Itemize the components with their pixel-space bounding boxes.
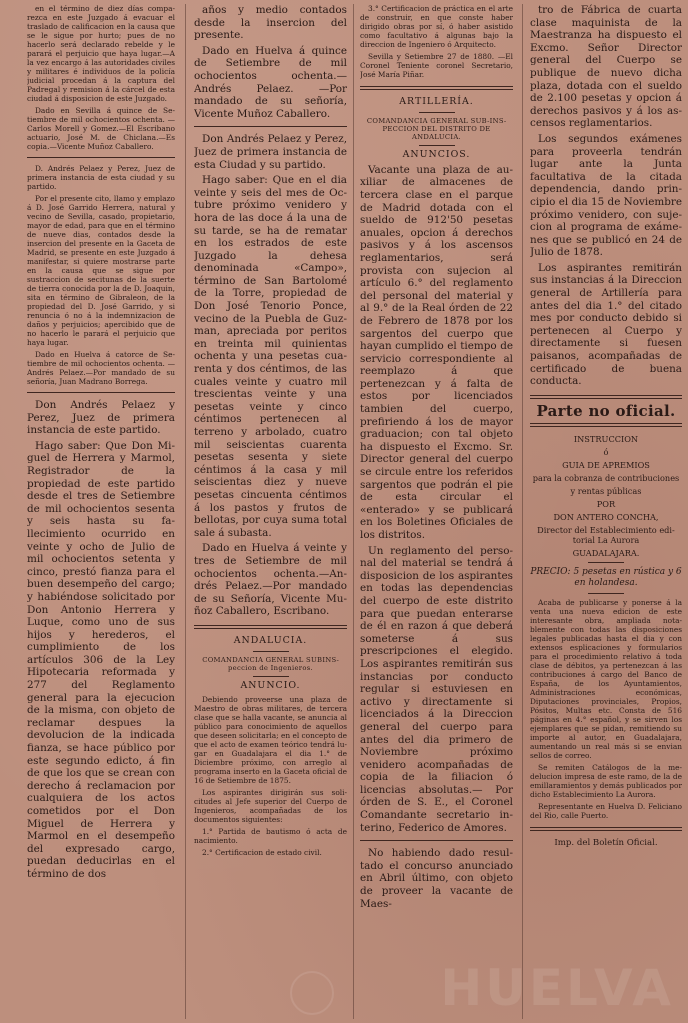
divider <box>588 562 624 563</box>
column-3 <box>360 4 513 1017</box>
notice-item: 3.° Certificacion de práctica en el arte de construir, en que conste haber dirigido obras por sí, ó haber asistido como facultativo á algunas bajo la direccion de Ingeniero ó Arquitecto. <box>360 4 513 49</box>
column-divider <box>185 4 186 1019</box>
notice-signature: Dado en Huelva á quince de Setiembre de mil ochocientos ochenta.—Andrés Pelaez. —Por mandado de su señoría, Vicente Muñoz Caballero. <box>194 44 347 120</box>
divider <box>530 395 682 399</box>
notice-signature: Dado en Huelva á catorce de Setiembre de mil ochocientos ochenta. —Andrés Pelaez.—Por mandado de su señoría, Juan Madrano Borrega. <box>27 350 175 386</box>
notice-signature: Dado en Sevilla á quince de Setiembre de mil ochocientos ochenta. —Carlos Morell y Gomez.—El Escribano actuario, José M. de Chiclana.—Es copia.—Vicente Muñoz Caballero. <box>27 106 175 151</box>
column-1 <box>27 4 175 1017</box>
divider <box>530 827 682 831</box>
book-price: PRECIO: 5 pesetas en rústica y 6 en holandesa. <box>530 567 682 589</box>
section-title: ANDALUCIA. <box>233 634 308 646</box>
notice-heading: Don Andrés Pelaez y Perez, Juez de primera instancia de este partido. <box>27 399 175 437</box>
notice-text: Los segundos exámenes para proveerla tendrán lugar ante la Junta facultativa de la citada dependencia, dando principio el dia 15 de Noviembre próximo venidero, con sujecion al programa de exámenes que se publicó en 24 de Julio de 1878. <box>530 132 682 259</box>
notice-text: años y medio contados desde la insercion del presente. <box>194 4 347 42</box>
imprint: Imp. del Boletín Oficial. <box>554 838 658 849</box>
divider <box>360 86 513 90</box>
divider <box>253 676 289 677</box>
notice-signature: Sevilla y Setiembre 27 de 1880. —El Coronel Teniente coronel Secretario, José María Piñar. <box>360 52 513 79</box>
notice-text: Representante en Huelva D. Feliciano del Rio, calle Puerto. <box>530 802 682 821</box>
divider <box>419 112 455 113</box>
divider <box>588 593 624 594</box>
divider <box>530 423 682 427</box>
book-subtitle: para la cobranza de contribuciones <box>532 473 680 484</box>
notice-text: No habiendo dado resultado el concurso anunciado en Abril último, con objeto de proveer la vacante de Maes- <box>360 847 513 910</box>
notice-text: Los aspirantes remitirán sus instancias á la Direccion general de Artillería para antes del dia 1.° del citado mes por conducto debido si pertenecen al Cuerpo y directamente si fuesen paisanos, acompañadas de certificado de buena conducta. <box>530 261 682 388</box>
book-subtitle: y rentas públicas <box>570 486 642 497</box>
book-title: INSTRUCCION <box>573 434 639 445</box>
notice-text: Debiendo proveerse una plaza de Maestro de obras militares, de tercera clase que se halla vacante, se anuncia al público para conocimiento de aquellos que deseen solicitarla; en el concepto de que el acto de examen teórico tendrá lugar en Guadalajara el dia 1.° de Diciembre próximo, con arreglo al programa inserto en la Gaceta oficial de 16 de Setiembre de 1875. <box>194 694 347 785</box>
section-title: Parte no oficial. <box>536 401 676 420</box>
notice-text: Acaba de publicarse y ponerse á la venta una nueva edicion de este interesante obra, ampliada notablemente con todas las disposiciones legales publicadas hasta el dia y con extensos esplicaciones y formularios para el procedimiento relativo á toda clase de débitos, ya pertenezcan á las contribuciones á cargo del Banco de España, de los Ayuntamientos, Administraciones económicas, Diputaciones provinciales, Propios, Pósitos, Multas etc. Consta de 516 páginas en 4.° español, y se sirven los ejemplares que se pidan, remitiendo su importe al autor, en Guadalajara, aumentando un real más si se envian sellos de correo. <box>530 598 682 761</box>
divider <box>27 157 175 158</box>
watermark-seal-icon <box>290 971 334 1015</box>
book-author-label: POR <box>596 499 616 510</box>
notice-text: Se remiten Catálogos de la medelucion impresa de este ramo, de la de emillaramientos y demás publicados por dicho Establecimiento La Aurora. <box>530 763 682 800</box>
notice-heading: D. Andrés Pelaez y Perez, Juez de primera instancia de esta ciudad y su partido. <box>27 164 175 191</box>
notice-text: Hago saber: Que en el dia veinte y seis del mes de Octubre próximo venidero y hora de las doce á la una de su tarde, se ha de rematar en los estrados de este Juzgado la dehesa denominada «Campo», término de San Bartolomé de la Torre, propiedad de Don José Tenorio Ponce, vecino de la Puebla de Guzman, apreciada por peritos en treinta mil quinientas ochenta y una pesetas cuarenta y dos céntimos, de las cuales veinte y cuatro mil trescientas veinte y una pesetas veinte y cinco céntimos pertenecen al terreno y arbolado, cuatro mil seiscientas cuarenta pesetas sesenta y siete céntimos á la casa y mil seiscientas diez y nueve pesetas cincuenta céntimos á los pastos y frutos de bellotas, por cuya suma total sale á subasta. <box>194 174 347 539</box>
book-city: GUADALAJARA. <box>572 548 640 559</box>
divider <box>27 392 175 393</box>
divider <box>360 840 513 841</box>
divider <box>194 126 347 127</box>
notice-item: 1.° Partida de bautismo ó acta de nacimiento. <box>194 826 347 845</box>
book-author: DON ANTERO CONCHA, <box>553 512 659 523</box>
divider <box>194 625 347 629</box>
notice-text: en el término de diez días comparezca en este Juzgado á evacuar el traslado de calificacion en la causa que se le sigue por hurto; pues de no hacerlo será declarado rebelde y le parará el perjuicio que haya lugar.—A la vez encargo á las autoridades civiles y militares é individuos de la policía judicial procedan á la captura del Padregal y remision á la cárcel de esta ciudad á disposicion de este Juzgado. <box>27 4 175 103</box>
notice-text: Un reglamento del personal del material se tendrá á disposicion de los aspirantes en todas las dependencias del cuerpo de este distrito para que puedan enterarse de él en razon á que deberá someterse á sus prescripciones el elegido. Los aspirantes remitirán sus instancias por conducto regular si estuviesen en activo y directamente si licenciados á la Direccion general del cuerpo para antes del dia primero de Noviembre próximo venidero acompañadas de copia de la filiacion ó licencias absolutas.— Por órden de S. E., el Coronel Comandante secretario interino, Federico de Amores. <box>360 544 513 834</box>
book-publisher: Director del Establecimiento editorial La Aurora <box>537 525 675 546</box>
section-subtitle: COMANDANCIA GENERAL SUBINSpeccion de Ingenieros. <box>202 655 339 672</box>
section-subtitle: COMANDANCIA GENERAL SUB-INSPECCION DEL DISTRITO DE ANDALUCIA. <box>366 116 507 141</box>
notice-signature: Dado en Huelva á veinte y tres de Setiembre de mil ochocientos ochenta.—Andrés Pelaez.—Por mandado de su Señoría, Vicente Muñoz Caballero, Escribano. <box>194 542 347 618</box>
column-4 <box>530 4 682 1017</box>
book-title: GUIA DE APREMIOS <box>562 460 650 471</box>
section-title: ARTILLERÍA. <box>399 96 474 107</box>
notice-heading: Don Andrés Pelaez y Perez, Juez de primera instancia de esta Ciudad y su partido. <box>194 133 347 171</box>
notice-text: Vacante una plaza de auxiliar de almacenes de tercera clase en el parque de Madrid dotada con el sueldo de 912'50 pesetas anuales, opcion á derechos pasivos y á los ascensos reglamentarios, será provista con sujecion al artículo 6.° del reglamento del personal del material y al 9.° de la Real órden de 22 de Febrero de 1878 por los sargentos del cuerpo que hayan cumplido el tiempo de servicio correspondiente al reemplazo á que pertenezcan y á falta de estos por licenciados tambien del cuerpo, prefiriendo á los de mayor graduacion; con tal objeto ha dispuesto el Excmo. Sr. Director general del cuerpo se circule entre los referidos sargentos que podrán el pie de esta circular el «enterado» y se publicará en los Boletines Oficiales de los distritos. <box>360 163 513 542</box>
column-divider <box>522 4 523 1019</box>
watermark: HUELVA <box>440 959 674 1017</box>
notice-item: 2.° Certificacion de estado civil. <box>202 847 322 857</box>
notice-text: Por el presente cito, llamo y emplazo á D. José Garrido Herrera, natural y vecino de Sevilla, casado, propietario, mayor de edad, para que en el término de nueve dias, contados desde la insercion del presente en la Gaceta de Madrid, se presente en este Juzgado á manifestar, si quiere mostrarse parte en la causa que se sigue por sustraccion de secitunas de la suerte de tierra conocida por la de D. Joaquin, sita en término de Gibraleon, de la propiedad del D. José Garrido, y si renuncia ó no á la indemnizacion de daños y perjuicios; apercibido que de no hacerlo le parará el perjuicio que haya lugar. <box>27 194 175 347</box>
column-divider <box>353 4 354 1019</box>
notice-text: Hago saber: Que Don Miguel de Herrera y Marmol, Registrador de la propiedad de este partido desde el tres de Setiembre de mil ochocientos sesenta y seis hasta su fallecimiento ocurrido en veinte y ocho de Julio de mil ochocientos setenta y cinco, prestó fianza para el buen desempeño del cargo; y habiéndose solicitado por Don Antonio Herrera y Luque, como uno de sus hijos y herederos, el cumplimiento de los artículos 306 de la Ley Hipotecaria reformada y 277 del Reglamento general para la ejecucion de la misma, con objeto de reclamar despues la devolucion de la indicada fianza, se hace público por este segundo edicto, á fin de que los que se crean con derecho á reclamacion por cualquiera de los actos cometidos por el Don Miguel de Herrera y Marmol en el desempeño del expresado cargo, puedan deducirlas en el término de dos <box>27 439 175 880</box>
column-2 <box>194 4 347 1017</box>
announcement-title: ANUNCIOS. <box>402 149 471 161</box>
notice-text: tro de Fábrica de cuarta clase maquinista de la Maestranza ha dispuesto el Excmo. Señor Director general del Cuerpo se publique de nuevo dicha plaza, dotada con el sueldo de 2.100 pesetas y opcion á derechos pasivos y á los ascensos reglamentarios. <box>530 4 682 130</box>
notice-text: Los aspirantes dirigirán sus solicitudes al Jefe superior del Cuerpo de Ingenieros, acompañadas de los documentos siguientes: <box>194 787 347 824</box>
announcement-title: ANUNCIO. <box>240 679 301 691</box>
book-title: ó <box>603 447 609 458</box>
divider <box>419 145 455 146</box>
divider <box>253 651 289 652</box>
